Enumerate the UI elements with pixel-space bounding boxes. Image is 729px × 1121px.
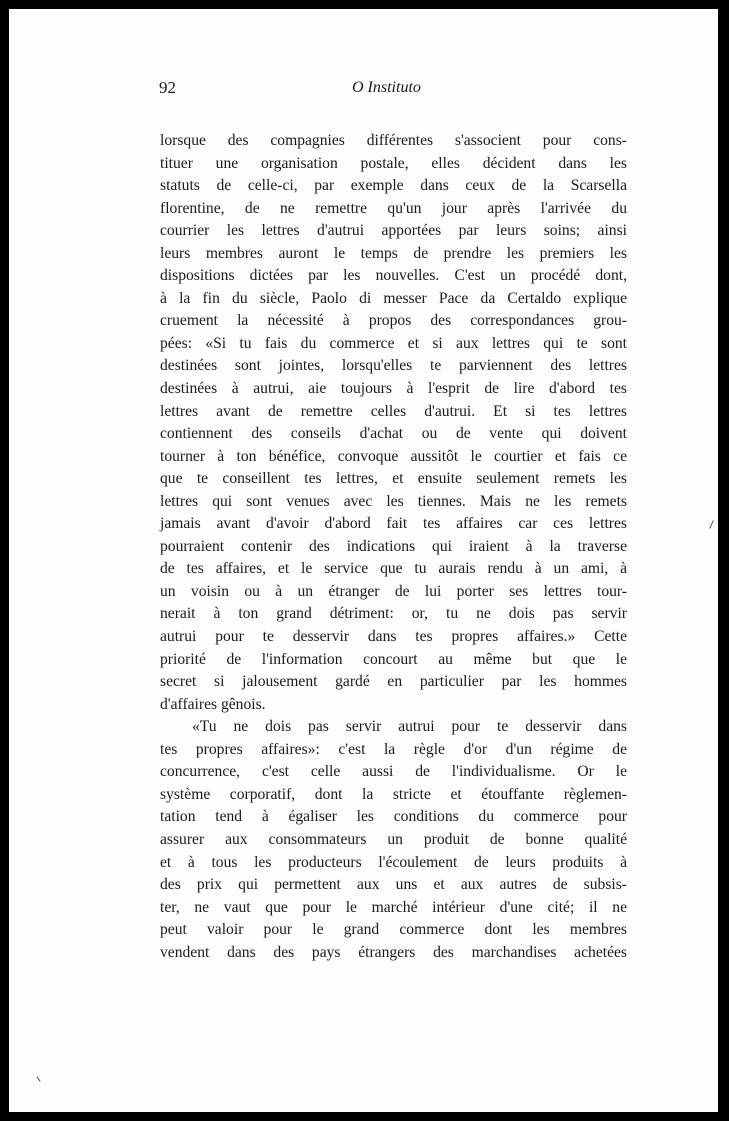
text-line: jamais avant d'avoir d'abord fait tes affaires car ces lettres bbox=[160, 515, 627, 533]
scan-border-left bbox=[0, 0, 9, 1121]
text-line: d'affaires gênois. bbox=[160, 695, 266, 713]
text-line: de tes affaires, et le service que tu aurais rendu à un ami, à bbox=[160, 560, 627, 578]
text-line: statuts de celle-ci, par exemple dans ceux de la Scarsella bbox=[160, 177, 627, 195]
text-line: lorsque des compagnies différentes s'associent pour cons- bbox=[160, 132, 627, 149]
text-line: tourner à ton bénéfice, convoque aussitôt le courtier et fais ce bbox=[160, 447, 627, 465]
text-line: et à tous les producteurs l'écoulement de leurs produits à bbox=[160, 853, 627, 871]
text-line: courrier les lettres d'autrui apportées par leurs soins; ainsi bbox=[160, 222, 627, 240]
text-line: système corporatif, dont la stricte et étouffante règlemen- bbox=[160, 785, 627, 803]
scan-border-bottom bbox=[0, 1112, 729, 1121]
text-line: destinées à autrui, aie toujours à l'esprit de lire d'abord tes bbox=[160, 380, 627, 398]
text-line: un voisin ou à un étranger de lui porter ses lettres tour- bbox=[160, 582, 627, 600]
text-line: secret si jalousement gardé en particulier par les hommes bbox=[160, 673, 627, 691]
text-line: des prix qui permettent aux uns et aux autres de subsis- bbox=[160, 876, 627, 894]
body-text bbox=[160, 130, 627, 964]
text-line: «Tu ne dois pas servir autrui pour te desservir dans bbox=[192, 718, 627, 736]
page-number: 92 bbox=[159, 78, 176, 97]
text-line: pées: «Si tu fais du commerce et si aux lettres qui te sont bbox=[160, 334, 627, 352]
text-line: lettres avant de remettre celles d'autrui. Et si tes lettres bbox=[160, 402, 627, 420]
text-line: tituer une organisation postale, elles décident dans les bbox=[160, 154, 627, 172]
text-line: peut valoir pour le grand commerce dont les membres bbox=[160, 921, 627, 939]
scan-border-right bbox=[718, 0, 729, 1121]
text-line: destinées sont jointes, lorsqu'elles te parviennent des lettres bbox=[160, 357, 627, 375]
text-line: pourraient contenir des indications qui iraient à la traverse bbox=[160, 537, 627, 555]
text-line: à la fin du siècle, Paolo di messer Pace da Certaldo explique bbox=[160, 289, 627, 307]
text-line: ter, ne vaut que pour le marché intérieur d'une cité; il ne bbox=[160, 898, 627, 916]
text-line: cruement la nécessité à propos des correspondances grou- bbox=[160, 312, 627, 330]
text-line: nerait à ton grand détriment: or, tu ne dois pas servir bbox=[160, 605, 627, 623]
text-line: concurrence, c'est celle aussi de l'individualisme. Or le bbox=[160, 763, 627, 781]
text-line: assurer aux consommateurs un produit de bonne qualité bbox=[160, 830, 627, 848]
text-line: contiennent des conseils d'achat ou de vente qui doivent bbox=[160, 425, 627, 443]
scan-border-top bbox=[0, 0, 729, 9]
text-line: autrui pour te desservir dans tes propres affaires.» Cette bbox=[160, 628, 627, 646]
text-line: tes propres affaires»: c'est la règle d'or d'un régime de bbox=[160, 740, 627, 758]
text-line: que te conseillent tes lettres, et ensuite seulement remets les bbox=[160, 470, 627, 488]
text-line: tation tend à égaliser les conditions du commerce pour bbox=[160, 808, 627, 826]
text-line: lettres qui sont venues avec les tiennes. Mais ne les remets bbox=[160, 492, 627, 510]
running-title: O Instituto bbox=[352, 79, 421, 96]
text-line: leurs membres auront le temps de prendre les premiers les bbox=[160, 244, 627, 262]
text-line: dispositions dictées par les nouvelles. C'est un procédé dont, bbox=[160, 267, 627, 285]
text-line: priorité de l'information concourt au même but que le bbox=[160, 650, 627, 668]
text-line: vendent dans des pays étrangers des marchandises achetées bbox=[160, 943, 627, 961]
text-line: florentine, de ne remettre qu'un jour après l'arrivée du bbox=[160, 199, 627, 217]
